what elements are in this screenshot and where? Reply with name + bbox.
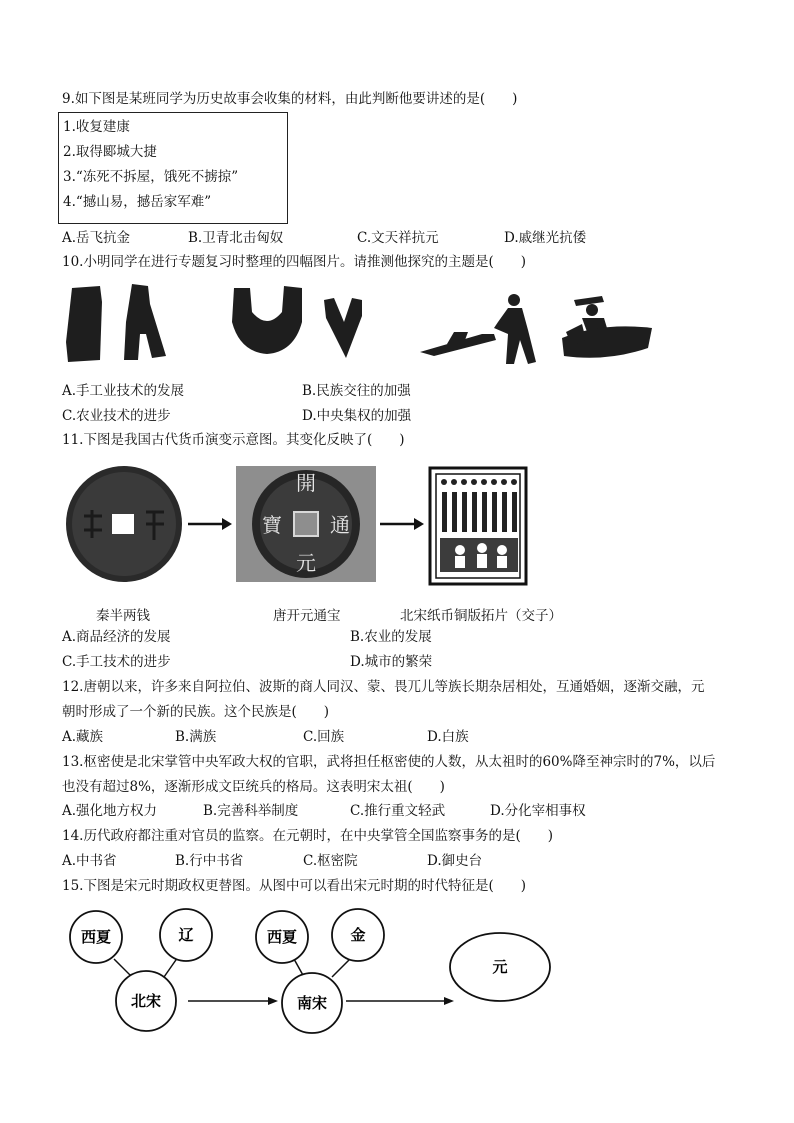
svg-text:西夏: 西夏 [80, 928, 112, 946]
q9-material-3: 3.“冻死不拆屋，饿死不掳掠” [63, 169, 239, 185]
q13-option-c[interactable]: C.推行重文轻武 [350, 803, 446, 819]
q9-stem: 9.如下图是某班同学为历史故事会收集的材料，由此判断他要讲述的是( ) [62, 91, 518, 107]
svg-text:元: 元 [492, 958, 508, 976]
node-jin [332, 909, 384, 961]
q10-option-d[interactable]: D.中央集权的加强 [302, 408, 412, 424]
kaiyuan-tongbao-coin-image [236, 466, 376, 582]
q11-option-b[interactable]: B.农业的发展 [350, 629, 432, 645]
svg-text:南宋: 南宋 [296, 994, 328, 1012]
node-northern-song [116, 971, 176, 1031]
coin-char-bottom: 元 [296, 551, 316, 575]
plough-share-image [324, 298, 362, 358]
q13-option-b[interactable]: B.完善科举制度 [203, 803, 299, 819]
q15-regime-succession-diagram [60, 905, 560, 1035]
q12-option-a[interactable]: A.藏族 [62, 729, 104, 745]
coin-char-top: 開 [296, 471, 316, 495]
coin-char-left: 寶 [262, 513, 282, 537]
q12-option-b[interactable]: B.满族 [175, 729, 217, 745]
q12-stem-line-1: 12.唐朝以来，许多来自阿拉伯、波斯的商人同汉、蒙、畏兀儿等族长期杂居相处，互通婚姻，逐渐交融，元 [62, 679, 705, 695]
q11-option-c[interactable]: C.手工技术的进步 [62, 654, 171, 670]
q14-stem: 14.历代政府都注重对官员的监察。在元朝时，在中央掌管全国监察事务的是( ) [62, 828, 554, 844]
q9-material-4: 4.“撼山易，撼岳家军难” [63, 194, 212, 210]
coin-char-right: 通 [330, 513, 350, 537]
q9-option-a[interactable]: A.岳飞抗金 [62, 230, 131, 246]
node-liao [160, 909, 212, 961]
svg-text:西夏: 西夏 [266, 928, 298, 946]
q14-option-a[interactable]: A.中书省 [62, 853, 117, 869]
hoe-image [232, 286, 302, 354]
q11-currency-evolution-diagram [62, 462, 542, 588]
q13-stem-line-1: 13.枢密使是北宋掌管中央军政大权的官职，武将担任枢密使的人数，从太祖时的60%降至神宗时的7%，以后 [62, 754, 716, 770]
svg-text:北宋: 北宋 [130, 992, 162, 1010]
svg-text:金: 金 [350, 926, 366, 944]
q10-option-c[interactable]: C.农业技术的进步 [62, 408, 171, 424]
q12-option-c[interactable]: C.回族 [303, 729, 345, 745]
q14-option-d[interactable]: D.御史台 [427, 853, 483, 869]
q10-option-b[interactable]: B.民族交往的加强 [302, 383, 411, 399]
q13-stem-line-2: 也没有超过8%，逐渐形成文臣统兵的格局。这表明宋太祖( ) [62, 779, 445, 795]
caption-qin-banliang: 秦半两钱 [96, 608, 150, 624]
q11-stem: 11.下图是我国古代货币演变示意图。其变化反映了( ) [62, 432, 405, 448]
q10-farming-tools-images [62, 282, 662, 374]
q13-option-d[interactable]: D.分化宰相事权 [490, 803, 586, 819]
q13-option-a[interactable]: A.强化地方权力 [62, 803, 158, 819]
q14-option-b[interactable]: B.行中书省 [175, 853, 244, 869]
ploughing-farmer-image [420, 294, 536, 364]
q12-stem-line-2: 朝时形成了一个新的民族。这个民族是( ) [62, 704, 330, 720]
node-xixia-1 [70, 911, 122, 963]
node-yuan [450, 933, 550, 1001]
q15-stem: 15.下图是宋元时期政权更替图。从图中可以看出宋元时期的时代特征是( ) [62, 878, 527, 894]
q10-option-a[interactable]: A.手工业技术的发展 [62, 383, 185, 399]
q9-option-b[interactable]: B.卫青北击匈奴 [188, 230, 284, 246]
node-xixia-2 [256, 911, 308, 963]
q9-material-2: 2.取得郾城大捷 [63, 144, 157, 160]
q11-option-a[interactable]: A.商品经济的发展 [62, 629, 171, 645]
qin-banliang-coin-image [66, 466, 182, 582]
q12-option-d[interactable]: D.白族 [427, 729, 469, 745]
caption-kaiyuan-tongbao: 唐开元通宝 [273, 608, 341, 624]
spade-image [66, 284, 166, 362]
caption-jiaozi: 北宋纸币铜版拓片（交子） [400, 608, 562, 624]
q10-stem: 10.小明同学在进行专题复习时整理的四幅图片。请推测他探究的主题是( ) [62, 254, 527, 270]
node-southern-song [282, 973, 342, 1033]
q9-option-d[interactable]: D.戚继光抗倭 [504, 230, 587, 246]
jiaozi-printing-plate-image [430, 468, 526, 584]
q11-option-d[interactable]: D.城市的繁荣 [350, 654, 433, 670]
paddle-farmer-image [562, 296, 652, 358]
q14-option-c[interactable]: C.枢密院 [303, 853, 358, 869]
q9-material-1: 1.收复建康 [63, 119, 130, 135]
svg-text:辽: 辽 [178, 926, 194, 944]
q9-option-c[interactable]: C.文天祥抗元 [357, 230, 439, 246]
